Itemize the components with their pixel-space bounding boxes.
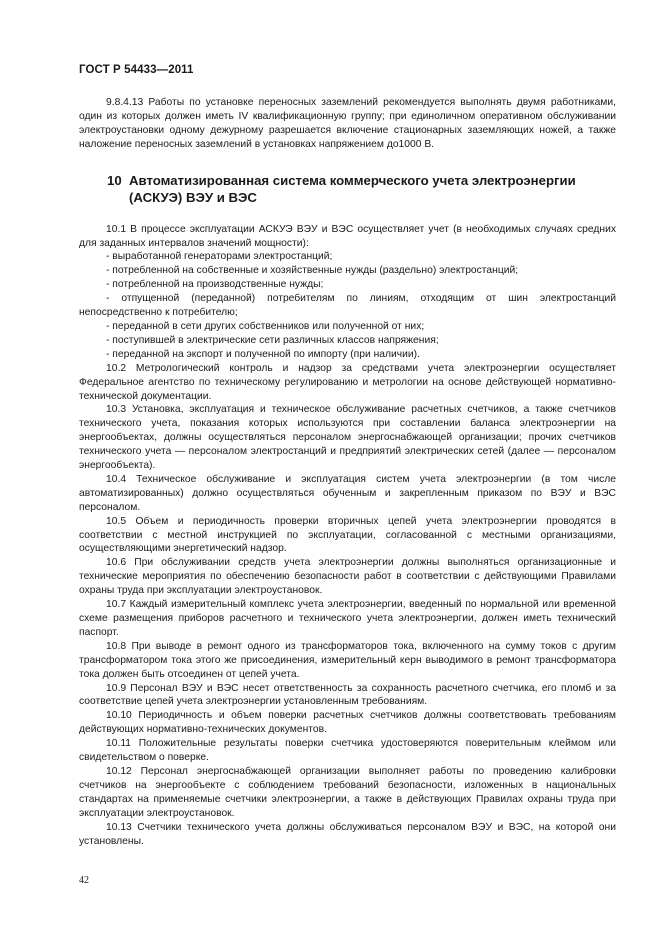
paragraph-10-12: 10.12 Персонал энергоснабжающей организации выполняет работы по проведению калибровки счетчиков на энергообъекте с соблюдением требований безопасности, изложенных в национальных стандартах на применяемые счетчики электроэнергии, а также в действующих Правилах охраны труда при эксплуатации электроустановок. xyxy=(79,765,616,819)
paragraph-10-1: 10.1 В процессе эксплуатации АСКУЭ ВЭУ и ВЭС осуществляет учет (в необходимых случаях средних для заданных интервалов значений мощности): xyxy=(79,223,616,249)
paragraph-10-4: 10.4 Техническое обслуживание и эксплуатация систем учета электроэнергии (в том числе автоматизированных) должно осуществляться обученным и закрепленным приказом по ВЭУ и ВЭС персоналом. xyxy=(79,473,616,513)
list-item: - потребленной на производственные нужды; xyxy=(106,279,324,291)
paragraph-10-11: 10.11 Положительные результаты поверки счетчика удостоверяются поверительным клеймом или свидетельством о поверке. xyxy=(79,738,616,764)
document-body xyxy=(79,96,616,848)
list-item: - отпущенной (переданной) потребителям по линиям, отходящим от шин электростанций непосредственно к потребителю; xyxy=(79,293,616,319)
paragraph-10-3: 10.3 Установка, эксплуатация и техническое обслуживание расчетных счетчиков, а также счетчиков технического учета, показания которых используются при составлении баланса электроэнергии на энергообъектах, должны осуществляться персоналом энергоснабжающей организации; прочих счетчиков технического учета — персоналом электростанций и предприятий электрических сетей (далее — персоналом энергообъекта). xyxy=(79,404,616,472)
paragraph-9-8-4-13: 9.8.4.13 Работы по установке переносных заземлений рекомендуется выполнять двумя работниками, один из которых должен иметь IV квалификационную группу; при единоличном оперативном обслуживании электроустановки одному дежурному разрешается включение стационарных заземляющих ножей, а также наложение переносных заземлений в установках напряжением до1000 В. xyxy=(79,97,616,150)
list-item: - потребленной на собственные и хозяйственные нужды (раздельно) электростанций; xyxy=(106,265,519,277)
page-number: 42 xyxy=(79,875,89,886)
paragraph-10-2: 10.2 Метрологический контроль и надзор за средствами учета электроэнергии осуществляет Федеральное агентство по техническому регулированию и метрологии на основе действующей нормативно-технической документации. xyxy=(79,362,616,402)
list-item: - переданной в сети других собственников или полученной от них; xyxy=(106,320,425,332)
section-title: Автоматизированная система коммерческого учета электроэнергии (АСКУЭ) ВЭУ и ВЭС xyxy=(129,172,576,205)
list-item: - выработанной генераторами электростанций; xyxy=(106,251,333,263)
paragraph-10-7: 10.7 Каждый измерительный комплекс учета электроэнергии, введенный по нормальной или временной схеме размещения приборов расчетного и технического учета электроэнергии, должен иметь технический паспорт. xyxy=(79,599,616,638)
paragraph-10-5: 10.5 Объем и периодичность проверки вторичных цепей учета электроэнергии проводятся в соответствии с местной инструкцией по эксплуатации, согласованной с местными организациями, осуществляющими энергетический надзор. xyxy=(79,515,616,555)
paragraph-10-6: 10.6 При обслуживании средств учета электроэнергии должны выполняться организационные и технические мероприятия по обеспечению безопасности работ в соответствии с действующими Правилами охраны труда при эксплуатации электроустановок. xyxy=(79,557,616,597)
paragraph-10-9: 10.9 Персонал ВЭУ и ВЭС несет ответственность за сохранность расчетного счетчика, его пломб и за соответствие цепей учета электроэнергии установленным требованиям. xyxy=(79,682,616,708)
paragraph-10-10: 10.10 Периодичность и объем поверки расчетных счетчиков должны соответствовать требованиям действующих нормативно-технических документов. xyxy=(79,710,616,736)
section-heading xyxy=(107,172,616,206)
list-item: - переданной на экспорт и полученной по импорту (при наличии). xyxy=(106,348,420,360)
paragraph-10-13: 10.13 Счетчики технического учета должны обслуживаться персоналом ВЭУ и ВЭС, на которой они установлены. xyxy=(79,821,616,847)
list-item: - поступившей в электрические сети различных классов напряжения; xyxy=(106,334,439,346)
section-number: 10 xyxy=(107,172,122,188)
document-header: ГОСТ Р 54433—2011 xyxy=(79,64,194,76)
paragraph-10-8: 10.8 При выводе в ремонт одного из трансформаторов тока, включенного на сумму токов с другим трансформатором тока этого же присоединения, измерительный керн выводимого в ремонт трансформатора тока должен быть отсоединен от цепей учета. xyxy=(79,640,616,680)
